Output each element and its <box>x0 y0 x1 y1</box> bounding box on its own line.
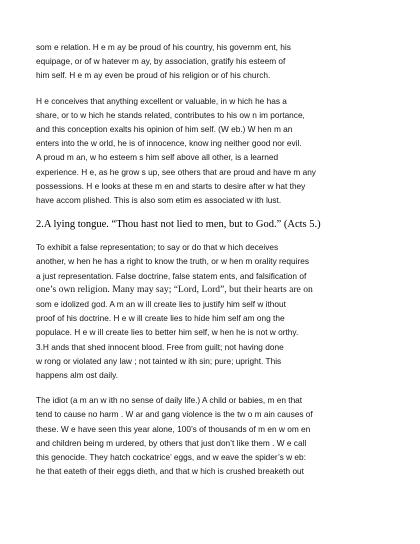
text-line: these. W e have seen this year alone, 100’s of thousands of m en w om en <box>36 423 311 434</box>
text-line: H e conceives that anything excellent or valuable, in w hich he has a <box>36 95 287 106</box>
section-heading-lying-tongue: 2.A lying tongue. “Thou hast not lied to men, but to God.” (Acts 5.) <box>36 219 321 231</box>
text-line: experience. H e, as he grow s up, see others that are proud and have m any <box>36 166 316 177</box>
text-line: another, w hen he has a right to know the truth, or w hen m orality requires <box>36 256 310 267</box>
text-line: share, or to w hich he stands related, contributes to his ow n im portance, <box>36 109 305 120</box>
text-line: som e relation. H e m ay be proud of his country, his governm ent, his <box>36 42 291 52</box>
text-line: a just representation. False doctrine, false statem ents, and falsification of <box>36 270 307 281</box>
text-line: possessions. H e looks at these m en and starts to desire after w hat they <box>36 180 306 191</box>
text-line: him self. H e m ay even be proud of his religion or of his church. <box>36 70 271 81</box>
text-line: populace. H e w ill create lies to better him self, w hen he is not w orthy. <box>36 327 299 338</box>
text-line: enters into the w orld, he is of innocence, know ing neither good nor evil. <box>36 138 302 149</box>
text-line: A proud m an, w ho esteem s him self above all other, is a learned <box>36 152 279 163</box>
text-line: and this conception exalts his opinion of him self. (W eb.) W hen m an <box>36 124 293 135</box>
paragraph-false-representation <box>36 240 387 382</box>
text-line: To exhibit a false representation; to say or do that w hich deceives <box>36 242 279 253</box>
text-line: proof of his doctrine. H e w ill create lies to hide him self am ong the <box>36 313 285 324</box>
text-line: and children being m urdered, by others that just don’t like them . W e call <box>36 437 307 448</box>
text-line: The idiot (a m an w ith no sense of daily life.) A child or babies, m en that <box>36 395 303 406</box>
text-line: this genocide. They hatch cockatrice’ eggs, and w eave the spider’s w eb: <box>36 452 306 463</box>
text-line: one’s own religion. Many may say; “Lord, Lord”, but their hearts are on <box>36 283 313 295</box>
paragraph-pride-relation <box>36 40 387 83</box>
paragraph-idiot <box>36 393 387 478</box>
text-line: som e idolized god. A m an w ill create lies to justify him self w ithout <box>36 299 286 310</box>
text-line: tend to cause no harm . W ar and gang violence is the tw o m ain causes of <box>36 409 313 420</box>
text-line: 3.H ands that shed innocent blood. Free from guilt; not having done <box>36 341 284 352</box>
text-line: have accom plished. This is also som etim es associated w ith lust. <box>36 195 282 206</box>
text-line: happens alm ost daily. <box>36 370 118 381</box>
text-line: equipage, or of w hatever m ay, by association, gratify his esteem of <box>36 56 286 67</box>
text-line: he that eateth of their eggs dieth, and that w hich is crushed breaketh out <box>36 466 304 477</box>
text-line: w rong or violated any law ; not tainted w ith sin; pure; upright. This <box>36 355 282 366</box>
paragraph-proud-man <box>36 94 387 208</box>
